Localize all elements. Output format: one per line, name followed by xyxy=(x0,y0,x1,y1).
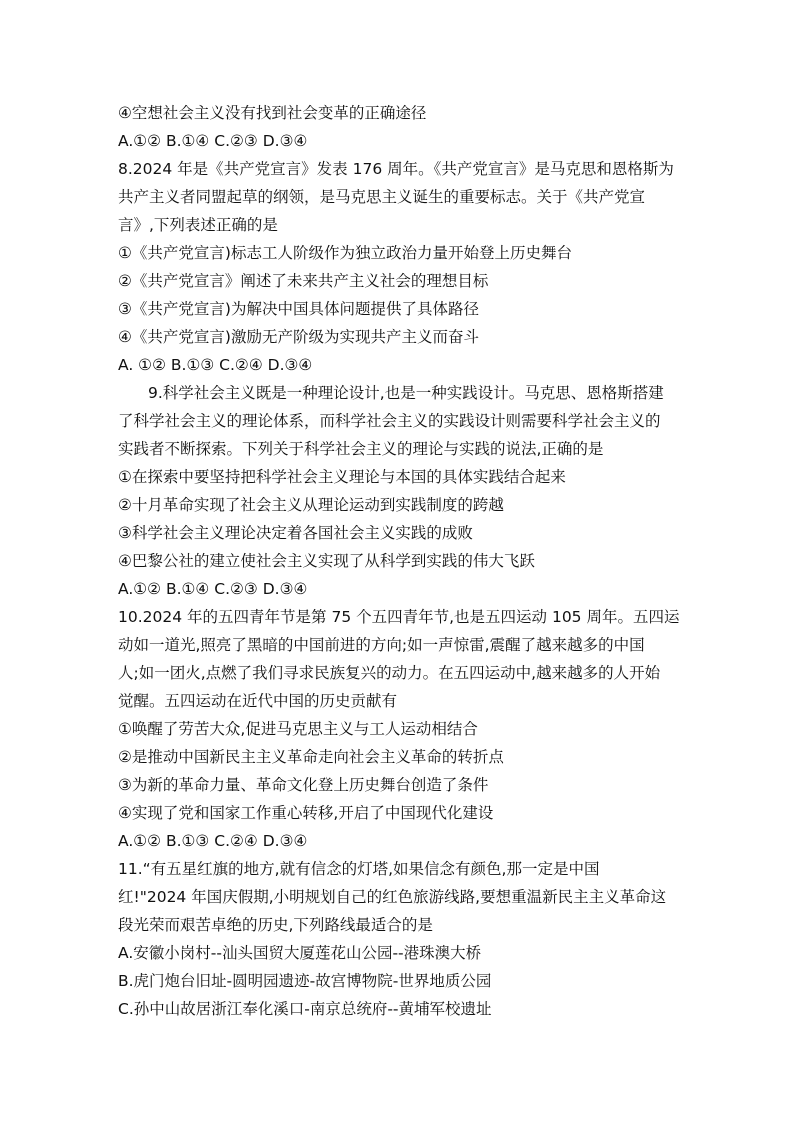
option-line: ②《共产党宣言》阐述了未来共产主义社会的理想目标 xyxy=(118,272,489,290)
option-line: ④《共产党宣言)激励无产阶级为实现共产主义而奋斗 xyxy=(118,328,479,346)
option-line: C.孙中山故居浙江奉化溪口-南京总统府--黄埔军校遗址 xyxy=(118,1000,492,1018)
question-8-stem: 共产主义者同盟起草的纲领，是马克思主义诞生的重要标志。关于《共产党宣 xyxy=(118,188,646,206)
question-11-stem: 11.“有五星红旗的地方,就有信念的灯塔,如果信念有颜色,那一定是中国 xyxy=(118,860,600,878)
question-11-stem: 红!"2024 年国庆假期,小明规划自己的红色旅游线路,要想重温新民主主义革命这 xyxy=(118,888,667,906)
question-10-stem: 动如一道光,照亮了黑暗的中国前进的方向;如一声惊雷,震醒了越来越多的中国 xyxy=(118,636,645,654)
option-line: ②是推动中国新民主主义革命走向社会主义革命的转折点 xyxy=(118,748,504,766)
question-9-stem: 了科学社会主义的理论体系，而科学社会主义的实践设计则需要科学社会主义的 xyxy=(118,412,661,430)
option-line: ③科学社会主义理论决定着各国社会主义实践的成败 xyxy=(118,524,473,542)
answer-choices: A.①② B.①③ C.②④ D.③④ xyxy=(118,832,308,850)
option-line: ③《共产党宣言)为解决中国具体问题提供了具体路径 xyxy=(118,300,479,318)
question-9-stem: 实践者不断探索。下列关于科学社会主义的理论与实践的说法,正确的是 xyxy=(118,440,604,458)
question-11-stem: 段光荣而艰苦卓绝的历史,下列路线最适合的是 xyxy=(118,916,433,934)
option-line: B.虎门炮台旧址-圆明园遗迹-故宫博物院-世界地质公园 xyxy=(118,972,492,990)
question-10-stem: 觉醒。五四运动在近代中国的历史贡献有 xyxy=(118,692,398,710)
option-line: ①在探索中要坚持把科学社会主义理论与本国的具体实践结合起来 xyxy=(118,468,566,486)
question-8-stem: 言》,下列表述正确的是 xyxy=(118,216,278,234)
answer-choices: A. ①② B.①③ C.②④ D.③④ xyxy=(118,356,313,374)
option-line: ④空想社会主义没有找到社会变革的正确途径 xyxy=(118,104,427,122)
question-8-stem: 8.2024 年是《共产党宣言》发表 176 周年。《共产党宣言》是马克思和恩格斯为 xyxy=(118,160,674,178)
answer-choices: A.①② B.①④ C.②③ D.③④ xyxy=(118,132,308,150)
option-line: ④实现了党和国家工作重心转移,开启了中国现代化建设 xyxy=(118,804,494,822)
option-line: ①唤醒了劳苦大众,促进马克思主义与工人运动相结合 xyxy=(118,720,478,738)
option-line: ①《共产党宣言)标志工人阶级作为独立政治力量开始登上历史舞台 xyxy=(118,244,572,262)
question-10-stem: 10.2024 年的五四青年节是第 75 个五四青年节,也是五四运动 105 周年。五四运 xyxy=(118,608,680,626)
option-line: A.安徽小岗村--汕头国贸大厦莲花山公园--港珠澳大桥 xyxy=(118,944,482,962)
option-line: ④巴黎公社的建立使社会主义实现了从科学到实践的伟大飞跃 xyxy=(118,552,535,570)
option-line: ②十月革命实现了社会主义从理论运动到实践制度的跨越 xyxy=(118,496,504,514)
option-line: ③为新的革命力量、革命文化登上历史舞台创造了条件 xyxy=(118,776,489,794)
answer-choices: A.①② B.①④ C.②③ D.③④ xyxy=(118,580,308,598)
question-10-stem: 人;如一团火,点燃了我们寻求民族复兴的动力。在五四运动中,越来越多的人开始 xyxy=(118,664,661,682)
question-9-stem: 9.科学社会主义既是一种理论设计,也是一种实践设计。马克思、恩格斯搭建 xyxy=(148,384,664,402)
